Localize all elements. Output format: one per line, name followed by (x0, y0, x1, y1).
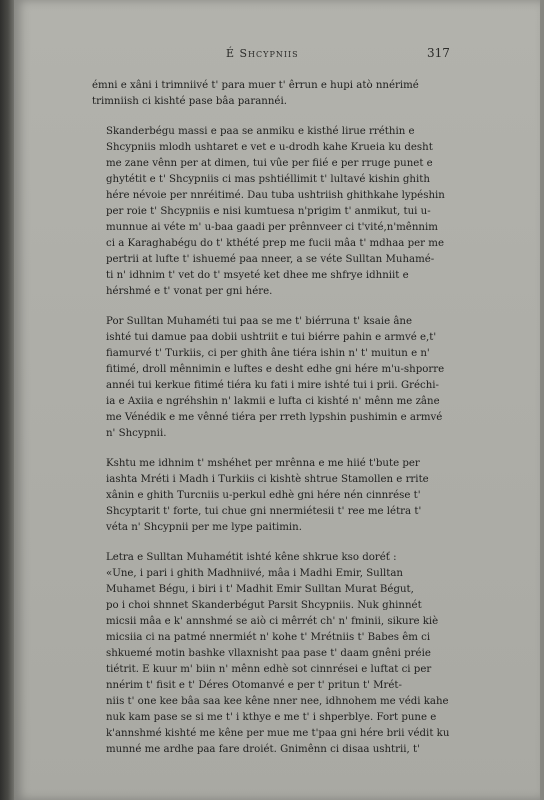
text-line: Muhamet Bégu, i biri i t' Madhit Emir Sulltan Murat Bégut, (106, 584, 414, 595)
text-line: ci a Karaghabégu do t' kthété prep me fucii mâa t' mdhaa per me (106, 238, 444, 249)
text-line: xânin e ghith Turcniis u-perkul edhè gni hére nén cinnrése t' (106, 490, 421, 501)
text-line: ia e Axiia e ngréhshin n' lakmii e lufta ci kishté n' mênn me zâne (106, 396, 440, 407)
text-line: véta n' Shcypnii per me lype paitimin. (106, 522, 302, 533)
text-line: ti n' idhnim t' vet do t' msyeté ket dhee me shfrye idhniit e (106, 270, 409, 281)
running-title: É Shcypniis (226, 47, 299, 60)
running-header (0, 47, 544, 67)
text-line: ishté tui damue paa dobii ushtriit e tui biérre pahin e armvé e,t' (106, 332, 437, 343)
body-text (92, 78, 464, 772)
text-line: nnérim t' fisit e t' Déres Otomanvé e per t' pritun t' Mrét- (106, 680, 402, 691)
text-line: tiétrit. E kuur m' biin n' mênn edhè sot cinnrései e luftat ci per (106, 664, 432, 675)
text-line: fiamurvé t' Turkiis, ci per ghith âne tiéra ishin n' t' muitun e n' (106, 348, 430, 359)
text-line: «Une, i pari i ghith Madhniivé, mâa i Madhi Emir, Sulltan (106, 568, 403, 579)
text-line: munné me ardhe paa fare droiét. Gnimênn ci disaa ushtrii, t' (106, 744, 420, 755)
text-line: shkuemé motin bashke vllaxnisht paa pase t' daam gnêni préie (106, 648, 431, 659)
text-line: k'annshmé kishté me kêne per mue me t'paa gni hére brii védit ku (106, 728, 450, 739)
paragraph-5 (92, 550, 464, 758)
text-line: micsiia ci na patmé nnermiét n' kohe t' Mrétniis t' Babes êm ci (106, 632, 431, 643)
text-line: per roie t' Shcypniis e nisi kumtuesa n'prigim t' anmikut, tui u- (106, 206, 431, 217)
paragraph-3 (92, 314, 464, 442)
text-line: Shcypniis mlodh ushtaret e vet e u-drodh kahe Krueia ku desht (106, 142, 433, 153)
text-line: niis t' one kee bâa saa kee kêne nner nee, idhnohem me védi kahe (106, 696, 449, 707)
paragraph-2 (92, 124, 464, 300)
paragraph-1 (92, 78, 464, 110)
text-line: émni e xâni i trimniivé t' para muer t' êrrun e hupi atò nnérimé (92, 80, 419, 91)
text-line: Por Sulltan Muhaméti tui paa se me t' biérruna t' ksaie âne (106, 316, 413, 327)
text-line: Skanderbégu massi e paa se anmiku e kisthé lirue rréthin e (106, 126, 415, 137)
text-line: Letra e Sulltan Muhamétit ishté kêne shkrue kso doréť : (106, 552, 397, 563)
text-line: hérshmé e t' vonat per gni hére. (106, 286, 273, 297)
text-line: Kshtu me idhnim t' mshéhet per mrênna e me hiié t'bute per (106, 458, 420, 469)
text-line: n' Shcypnii. (106, 428, 167, 439)
text-line: me zane vênn per at dimen, tui vûe per fiié e per rruge punet e (106, 158, 433, 169)
text-line: me Vénédik e me vênné tiéra per rreth lypshin pushimin e armvé (106, 412, 443, 423)
text-line: po i choi shnnet Skanderbégut Parsit Shcypniis. Nuk ghinnét (106, 600, 422, 611)
paragraph-4 (92, 456, 464, 536)
text-line: hére névoie per nnréitimé. Dau tuba ushtriish ghithkahe lypéshin (106, 190, 445, 201)
text-line: Shcyptarit t' forte, tui chue gni nnermiétesii t' ree me létra t' (106, 506, 422, 517)
text-line: fitimé, droll mênnimin e luftes e desht edhe gni hére m'u-shporre (106, 364, 445, 375)
text-line: trimniish ci kishté pase bâa parannéi. (92, 96, 287, 107)
text-line: munnue ai véte m' u-baa gaadi per prênnveer ci t'vité,n'mênnim (106, 222, 438, 233)
text-line: pertrii at lufte t' ishuemé paa nneer, a se véte Sulltan Muhamé- (106, 254, 435, 265)
page-number: 317 (427, 46, 450, 60)
text-line: micsii mâa e k' annshmé se aiò ci mêrrét ch' n' fminii, sikure kiè (106, 616, 439, 627)
text-line: nuk kam pase se si me t' i kthye e me t' i shperblye. Fort pune e (106, 712, 437, 723)
text-line: iashta Mréti i Madh i Turkiis ci kishtè shtrue Stamollen e rrite (106, 474, 429, 485)
text-line: annéi tui kerkue fitimé tiéra ku fati i mire ishté tui i prii. Gréchi- (106, 380, 439, 391)
text-line: ghytétit e t' Shcypniis ci mas pshtiéllimit t' lultavé kishin ghith (106, 174, 430, 185)
